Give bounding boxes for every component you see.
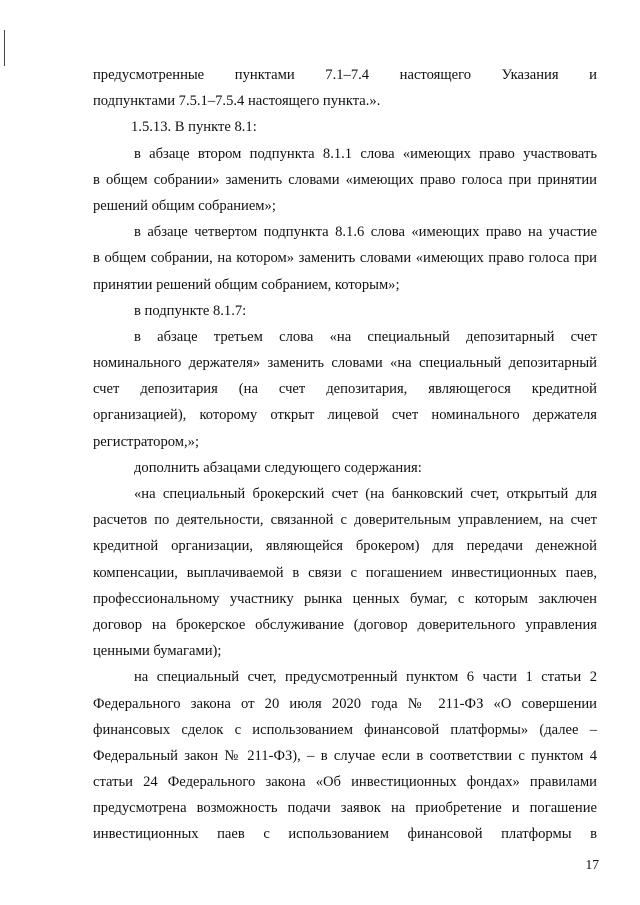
text-line: подпунктами 7.5.1–7.5.4 настоящего пункта.». xyxy=(93,93,381,110)
text-line: в абзаце втором подпункта 8.1.1 слова «имеющих право участвовать xyxy=(134,145,597,162)
text-line: решений общим собранием»; xyxy=(93,197,276,214)
text-line: в подпункте 8.1.7: xyxy=(134,302,247,319)
text-line: расчетов по деятельности, связанной с доверительным управлением, на счет xyxy=(93,512,597,529)
text-line: Федеральный закон № 211-ФЗ), – в случае если в соответствии с пунктом 4 xyxy=(93,747,597,764)
section-heading: 1.5.13. В пункте 8.1: xyxy=(131,119,257,136)
text-line: профессиональному участнику рынка ценных бумаг, с которым заключен xyxy=(93,590,597,607)
text-line: организацией), которому открыт лицевой счет номинального держателя xyxy=(93,407,597,424)
text-line: регистратором,»; xyxy=(93,433,200,450)
text-line: в общем собрании, на котором» заменить словами «имеющих право голоса при xyxy=(93,250,597,267)
text-line: счет депозитария (на счет депозитария, являющегося кредитной xyxy=(93,381,597,398)
text-line: инвестиционных паев с использованием финансовой платформы в xyxy=(93,826,597,843)
text-line: в общем собрании» заменить словами «имеющих право голоса при принятии xyxy=(93,171,597,188)
text-line: Федерального закона от 20 июля 2020 года № 211-ФЗ «О совершении xyxy=(93,695,597,712)
margin-line xyxy=(4,30,5,66)
text-line: кредитной организации, являющейся брокером) для передачи денежной xyxy=(93,538,597,555)
document-body xyxy=(93,62,597,848)
text-line: финансовых сделок с использованием финансовой платформы» (далее – xyxy=(93,721,597,738)
text-line: в абзаце четвертом подпункта 8.1.6 слова «имеющих право на участие xyxy=(134,224,597,241)
text-line: статьи 24 Федерального закона «Об инвестиционных фондах» правилами xyxy=(93,774,597,791)
text-line: ценными бумагами); xyxy=(93,643,222,660)
text-line: принятии решений общим собранием, которым»; xyxy=(93,276,400,293)
text-line: предусмотрена возможность подачи заявок на приобретение и погашение xyxy=(93,800,597,817)
text-line: номинального держателя» заменить словами «на специальный депозитарный xyxy=(93,355,597,372)
text-line: «на специальный брокерский счет (на банковский счет, открытый для xyxy=(134,486,597,502)
text-line: компенсации, выплачиваемой в связи с погашением инвестиционных паев, xyxy=(93,564,597,581)
text-line: на специальный счет, предусмотренный пунктом 6 части 1 статьи 2 xyxy=(134,669,597,686)
text-line: предусмотренные пунктами 7.1–7.4 настоящего Указания и xyxy=(93,67,597,83)
page-number: 17 xyxy=(585,857,599,872)
text-line: дополнить абзацами следующего содержания: xyxy=(134,459,422,476)
text-line: в абзаце третьем слова «на специальный депозитарный счет xyxy=(134,328,597,345)
text-line: договор на брокерское обслуживание (договор доверительного управления xyxy=(93,616,597,633)
